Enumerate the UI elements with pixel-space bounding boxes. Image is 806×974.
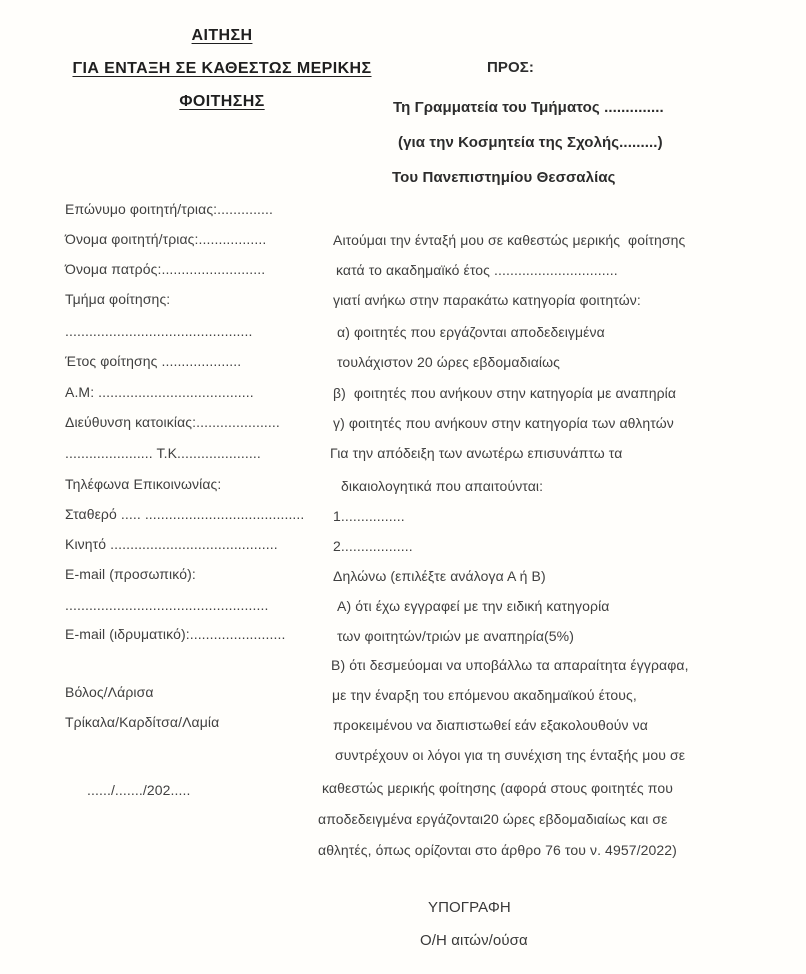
academic-year-line: κατά το ακαδημαϊκό έτος ...............................	[336, 262, 618, 278]
form-title-line-2: ΓΙΑ ΕΝΤΑΞΗ ΣΕ ΚΑΘΕΣΤΩΣ ΜΕΡΙΚΗΣ	[72, 60, 372, 77]
field-surname: Επώνυμο φοιτητή/τριας:..............	[65, 201, 274, 217]
field-study-year: Έτος φοίτησης ....................	[65, 353, 242, 369]
recipient-heading: ΠΡΟΣ:	[487, 59, 535, 76]
declaration-b-line-2: με την έναρξη του επόμενου ακαδημαϊκού έτους,	[332, 687, 637, 703]
field-home-address: Διεύθυνση κατοικίας:.....................	[65, 414, 280, 430]
declaration-b-line-6: αποδεδειγμένα εργάζονται20 ώρες εβδομαδιαίως και σε	[318, 811, 668, 827]
field-phones-heading: Τηλέφωνα Επικοινωνίας:	[65, 476, 222, 492]
declaration-b-line-7: αθλητές, όπως ορίζονται στο άρθρο 76 του ν. 4957/2022)	[318, 842, 677, 858]
attachments-intro-line-2: δικαιολογητικά που απαιτούνται:	[341, 478, 544, 494]
city-line-volos-larisa: Βόλος/Λάρισα	[65, 684, 154, 700]
signature-role: Ο/Η αιτών/ούσα	[420, 932, 528, 949]
declaration-intro: Δηλώνω (επιλέξτε ανάλογα Α ή Β)	[333, 568, 546, 584]
category-a-line-2: τουλάχιστον 20 ώρες εβδομαδιαίως	[337, 354, 561, 370]
field-personal-email-dots: ...................................................	[65, 597, 269, 613]
signature-heading: ΥΠΟΓΡΑΦΗ	[428, 899, 511, 916]
date-field: ....../......./202.....	[87, 782, 191, 798]
field-postal-code: ...................... Τ.Κ.....................	[65, 445, 261, 461]
request-intro: Αιτούμαι την ένταξή μου σε καθεστώς μερικής φοίτησης	[333, 232, 686, 248]
attachments-intro-line-1: Για την απόδειξη των ανωτέρω επισυνάπτω τα	[330, 445, 623, 461]
declaration-b-line-3: προκειμένου να διαπιστωθεί εάν εξακολουθούν να	[333, 717, 648, 733]
declaration-b-line-4: συντρέχουν οι λόγοι για τη συνέχιση της ένταξής μου σε	[335, 747, 686, 763]
declaration-a-line-2: των φοιτητών/τριών με αναπηρία(5%)	[337, 628, 574, 644]
field-department-label: Τμήμα φοίτησης:	[65, 291, 171, 307]
attachment-item-2: 2..................	[333, 538, 413, 554]
city-line-trikala-karditsa-lamia: Τρίκαλα/Καρδίτσα/Λαμία	[65, 714, 220, 730]
category-a-line-1: α) φοιτητές που εργάζονται αποδεδειγμένα	[337, 324, 605, 340]
recipient-line-deanery: (για την Κοσμητεία της Σχολής.........)	[398, 134, 663, 151]
category-c-line: γ) φοιτητές που ανήκουν στην κατηγορία των αθλητών	[333, 415, 674, 431]
declaration-b-line-5: καθεστώς μερικής φοίτησης (αφορά στους φοιτητές που	[322, 780, 673, 796]
field-student-id: Α.Μ: .......................................	[65, 384, 254, 400]
field-mobile: Κινητό ..........................................	[65, 536, 278, 552]
category-intro: γιατί ανήκω στην παρακάτω κατηγορία φοιτητών:	[333, 292, 641, 308]
field-department-dots: ...............................................	[65, 323, 253, 339]
category-b-line: β) φοιτητές που ανήκουν στην κατηγορία με αναπηρία	[333, 385, 677, 401]
field-landline: Σταθερό ..... ........................................	[65, 506, 305, 522]
field-first-name: Όνομα φοιτητή/τριας:.................	[65, 231, 267, 247]
field-father-name: Όνομα πατρός:..........................	[65, 261, 266, 277]
field-personal-email-label: E-mail (προσωπικό):	[65, 566, 196, 582]
recipient-line-university: Του Πανεπιστημίου Θεσσαλίας	[392, 169, 616, 186]
form-title-line-1: ΑΙΤΗΣΗ	[191, 27, 253, 44]
declaration-b-line-1: Β) ότι δεσμεύομαι να υποβάλλω τα απαραίτητα έγγραφα,	[331, 657, 689, 673]
form-title-line-3: ΦΟΙΤΗΣΗΣ	[179, 93, 265, 110]
declaration-a-line-1: Α) ότι έχω εγγραφεί με την ειδική κατηγορία	[337, 598, 610, 614]
attachment-item-1: 1................	[333, 508, 405, 524]
field-institutional-email: E-mail (ιδρυματικό):........................	[65, 626, 286, 642]
recipient-line-department: Τη Γραμματεία του Τμήματος ..............	[393, 99, 664, 116]
